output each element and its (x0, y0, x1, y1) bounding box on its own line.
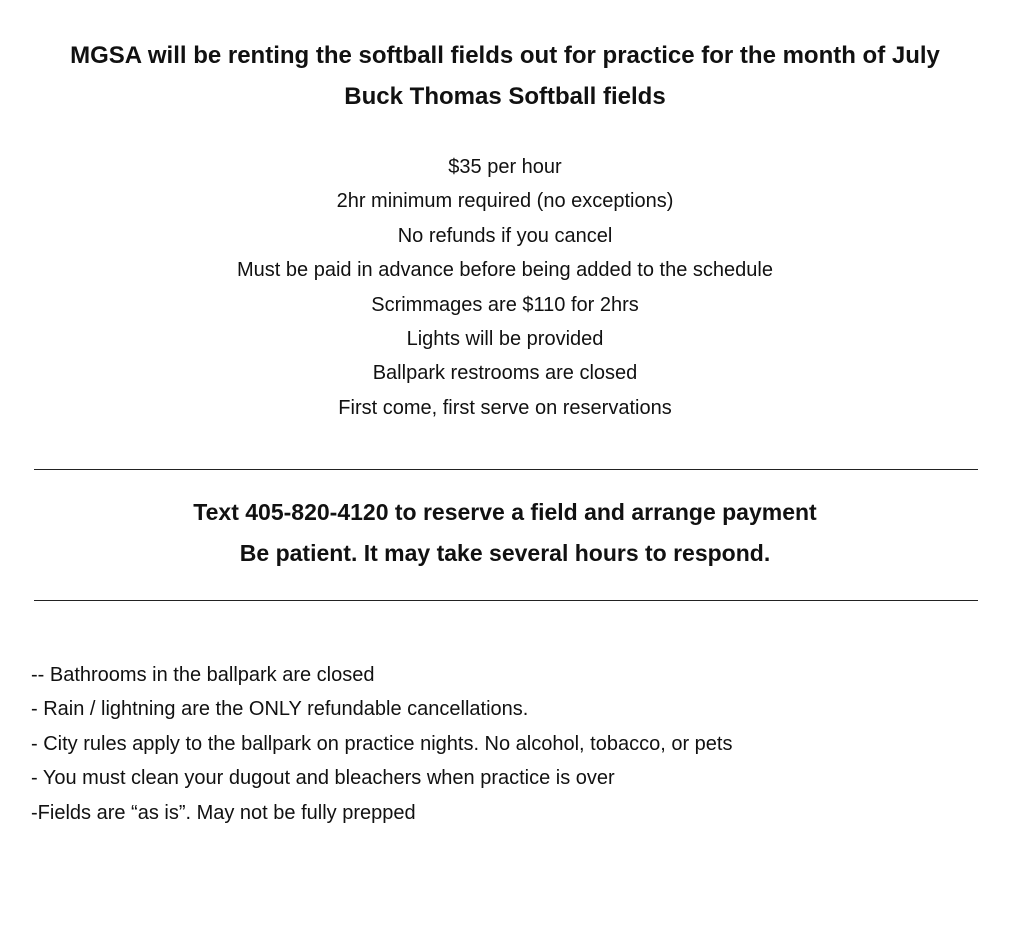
rule-weather: - Rain / lightning are the ONLY refundable cancellations. (31, 698, 529, 721)
divider-top (34, 469, 978, 470)
divider-bottom (34, 600, 978, 601)
detail-refunds: No refunds if you cancel (397, 224, 613, 247)
rules-list (31, 658, 732, 830)
contact-patience-note: Be patient. It may take several hours to respond. (239, 540, 771, 566)
detail-price: $35 per hour (448, 156, 562, 178)
contact-instruction: Text 405-820-4120 to reserve a field and arrange payment (193, 499, 817, 525)
detail-payment: Must be paid in advance before being added to the schedule (237, 259, 773, 282)
details-list (0, 150, 1010, 425)
detail-reservations: First come, first serve on reservations (338, 396, 672, 419)
rule-city: - City rules apply to the ballpark on practice nights. No alcohol, tobacco, or pets (31, 732, 733, 755)
detail-scrimmages: Scrimmages are $110 for 2hrs (371, 293, 639, 316)
detail-lights: Lights will be provided (406, 327, 604, 350)
detail-minimum: 2hr minimum required (no exceptions) (336, 190, 674, 213)
rule-field-condition: -Fields are “as is”. May not be fully prepped (31, 801, 416, 824)
rule-bathrooms: -- Bathrooms in the ballpark are closed (31, 664, 375, 686)
detail-restrooms: Ballpark restrooms are closed (372, 362, 638, 385)
rule-cleanup: - You must clean your dugout and bleachers when practice is over (31, 767, 615, 790)
headline-subtitle: Buck Thomas Softball fields (344, 83, 666, 110)
headline-title: MGSA will be renting the softball fields out for practice for the month of July (70, 42, 940, 69)
